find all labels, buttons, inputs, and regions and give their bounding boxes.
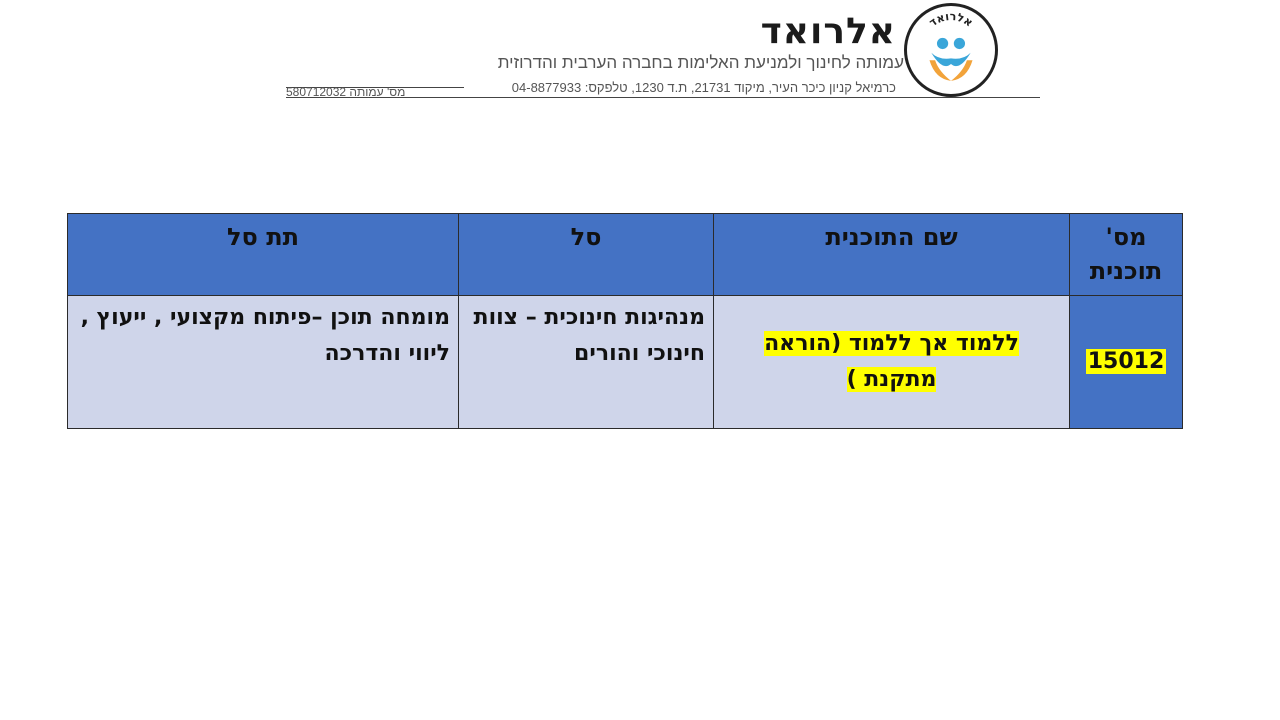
logo-text: אלרואד xyxy=(926,9,976,30)
cell-program-number xyxy=(1070,296,1183,429)
program-number-value: 15012 xyxy=(1087,349,1165,374)
header-basket: סל xyxy=(459,214,714,296)
cell-sub-basket: מומחה תוכן –פיתוח מקצועי , ייעוץ , ליווי והדרכה xyxy=(68,296,459,429)
header-program-name: שם התוכנית xyxy=(714,214,1070,296)
organization-name: אלרואד xyxy=(760,11,896,52)
header-program-number: מס' תוכנית xyxy=(1070,214,1183,296)
organization-description: עמותה לחינוך ולמניעת האלימות בחברה הערבית והדרוזית xyxy=(497,53,904,72)
cell-basket: מנהיגות חינוכית – צוות חינוכי והורים xyxy=(459,296,714,429)
table-row xyxy=(68,296,1183,429)
program-name-value: ללמוד אך ללמוד (הוראה מתקנת ) xyxy=(764,331,1019,392)
header-divider xyxy=(286,97,1040,98)
header-sub-basket: תת סל xyxy=(68,214,459,296)
table-header-row xyxy=(68,214,1183,296)
programs-table xyxy=(67,213,1183,429)
people-logo-icon xyxy=(907,6,995,94)
organization-address: כרמיאל קניון כיכר העיר, מיקוד 21731, ת.ד 1230, טלפקס: 04-8877933 xyxy=(511,80,896,95)
cell-program-name xyxy=(714,296,1070,429)
organization-logo xyxy=(904,3,998,97)
svg-text:אלרואד xyxy=(927,10,976,30)
organization-registration: מס' עמותה 580712032 xyxy=(286,85,406,99)
